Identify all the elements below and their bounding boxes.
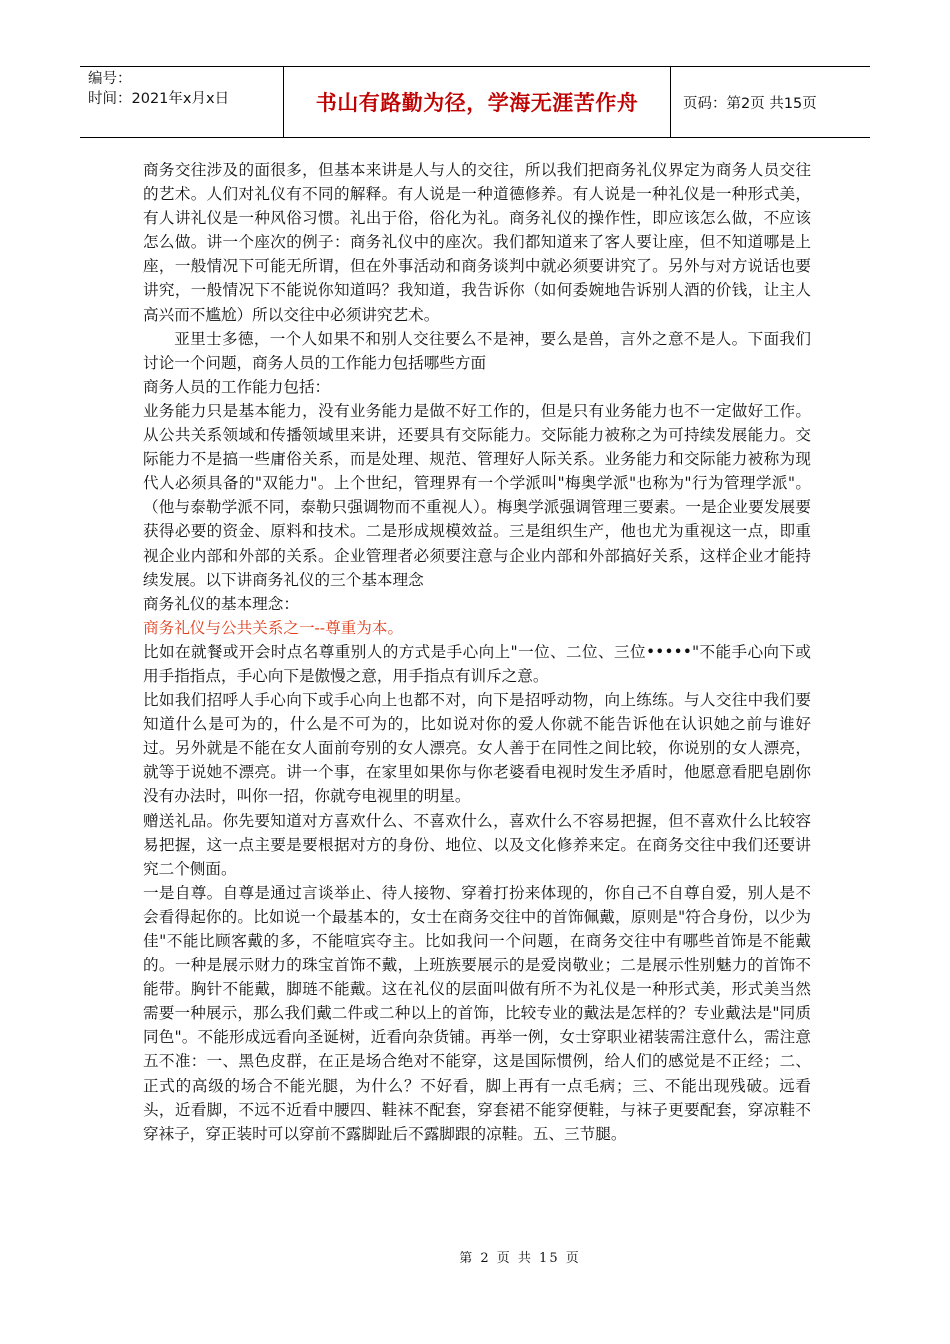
paragraph: 比如我们招呼人手心向下或手心向上也都不对，向下是招呼动物，向上练练。与人交往中我们要知道什么是可为的，什么是不可为的，比如说对你的爱人你就不能告诉他在认识她之前与谁好过。另外就是不能在女人面前夸别的女人漂亮。女人善于在同性之间比较，你说别的女人漂亮，就等于说她不漂亮。讲一个事，在家里如果你与你老婆看电视时发生矛盾时，他愿意看肥皂剧你没有办法时，叫你一招，你就夸电视里的明星。 — [143, 691, 811, 806]
paragraph: 比如在就餐或开会时点名尊重别人的方式是手心向上"一位、二位、三位•••••"不能手心向下或用手指指点，手心向下是傲慢之意，用手指点有训斥之意。 — [143, 642, 811, 685]
paragraph: 业务能力只是基本能力，没有业务能力是做不好工作的，但是只有业务能力也不一定做好工作。从公共关系领域和传播领域里来讲，还要具有交际能力。交际能力被称之为可持续发展能力。交际能力不是搞一些庸俗关系，而是处理、规范、管理好人际关系。业务能力和交际能力被称为现代人必须具备的"双能力"。上个世纪，管理界有一个学派叫"梅奥学派"也称为"行为管理学派"。（他与泰勒学派不同，泰勒只强调物而不重视人）。梅奥学派强调管理三要素。一是企业要发展要获得必要的资金、原料和技术。二是形成规模效益。三是组织生产，他也尤为重视这一点，即重视企业内部和外部的关系。企业管理者必须要注意与企业内部和外部搞好关系，这样企业才能持续发展。以下讲商务礼仪的三个基本理念 — [143, 401, 811, 589]
document-number-label: 编号： — [88, 71, 132, 87]
paragraph: 商务礼仪的基本理念： — [143, 594, 299, 613]
page-header — [80, 66, 870, 138]
header-motto: 书山有路勤为径，学海无涯苦作舟 — [284, 67, 671, 137]
paragraph: 赠送礼品。你先要知道对方喜欢什么、不喜欢什么，喜欢什么不容易把握，但不喜欢什么比较容易把握，这一点主要是要根据对方的身份、地位、以及文化修养来定。在商务交往中我们还要讲究二个侧面。 — [143, 811, 811, 878]
header-meta — [80, 67, 284, 137]
paragraph: 一是自尊。自尊是通过言谈举止、待人接物、穿着打扮来体现的，你自己不自尊自爱，别人是不会看得起你的。比如说一个最基本的，女士在商务交往中的首饰佩戴，原则是"符合身份，以少为佳"不能比顾客戴的多，不能喧宾夺主。比如我问一个问题，在商务交往中有哪些首饰是不能戴的。一种是展示财力的珠宝首饰不戴，上班族要展示的是爱岗敬业；二是展示性别魅力的首饰不能带。胸针不能戴，脚琏不能戴。这在礼仪的层面叫做有所不为礼仪是一种形式美，形式美当然需要一种展示，那么我们戴二件或二种以上的首饰，比较专业的戴法是怎样的？专业戴法是"同质同色"。不能形成远看向圣诞树，近看向杂货铺。再举一例，女士穿职业裙装需注意什么，需注意五不准：一、黑色皮群，在正是场合绝对不能穿，这是国际惯例，给人们的感觉是不正经；二、正式的高级的场合不能光腿，为什么？不好看，脚上再有一点毛病；三、不能出现残破。远看头，近看脚，不远不近看中腰四、鞋袜不配套，穿套裙不能穿便鞋，与袜子更要配套，穿凉鞋不穿袜子，穿正装时可以穿前不露脚趾后不露脚跟的凉鞋。五、三节腿。 — [143, 883, 811, 1143]
document-body — [143, 158, 811, 1146]
paragraph: 商务交往涉及的面很多，但基本来讲是人与人的交往，所以我们把商务礼仪界定为商务人员交往的艺术。人们对礼仪有不同的解释。有人说是一种道德修养。有人说是一种礼仪是一种形式美，有人讲礼仪是一种风俗习惯。礼出于俗，俗化为礼。商务礼仪的操作性，即应该怎么做，不应该怎么做。讲一个座次的例子：商务礼仪中的座次。我们都知道来了客人要让座，但不知道哪是上座，一般情况下可能无所谓，但在外事活动和商务谈判中就必须要讲究了。另外与对方说话也要讲究，一般情况下不能说你知道吗？我知道，我告诉你（如何委婉地告诉别人酒的价钱，让主人高兴而不尴尬）所以交往中必须讲究艺术。 — [143, 161, 811, 324]
document-date-label: 时间：2021年x月x日 — [88, 91, 230, 107]
paragraph: 亚里士多德，一个人如果不和别人交往要么不是神，要么是兽，言外之意不是人。下面我们讨论一个问题，商务人员的工作能力包括哪些方面 — [143, 329, 811, 372]
header-page-number: 页码：第2页 共15页 — [683, 95, 817, 112]
paragraph: 商务人员的工作能力包括： — [143, 377, 331, 396]
section-heading: 商务礼仪与公共关系之一--尊重为本。 — [143, 618, 404, 637]
page-footer: 第 2 页 共 15 页 — [459, 1251, 581, 1266]
